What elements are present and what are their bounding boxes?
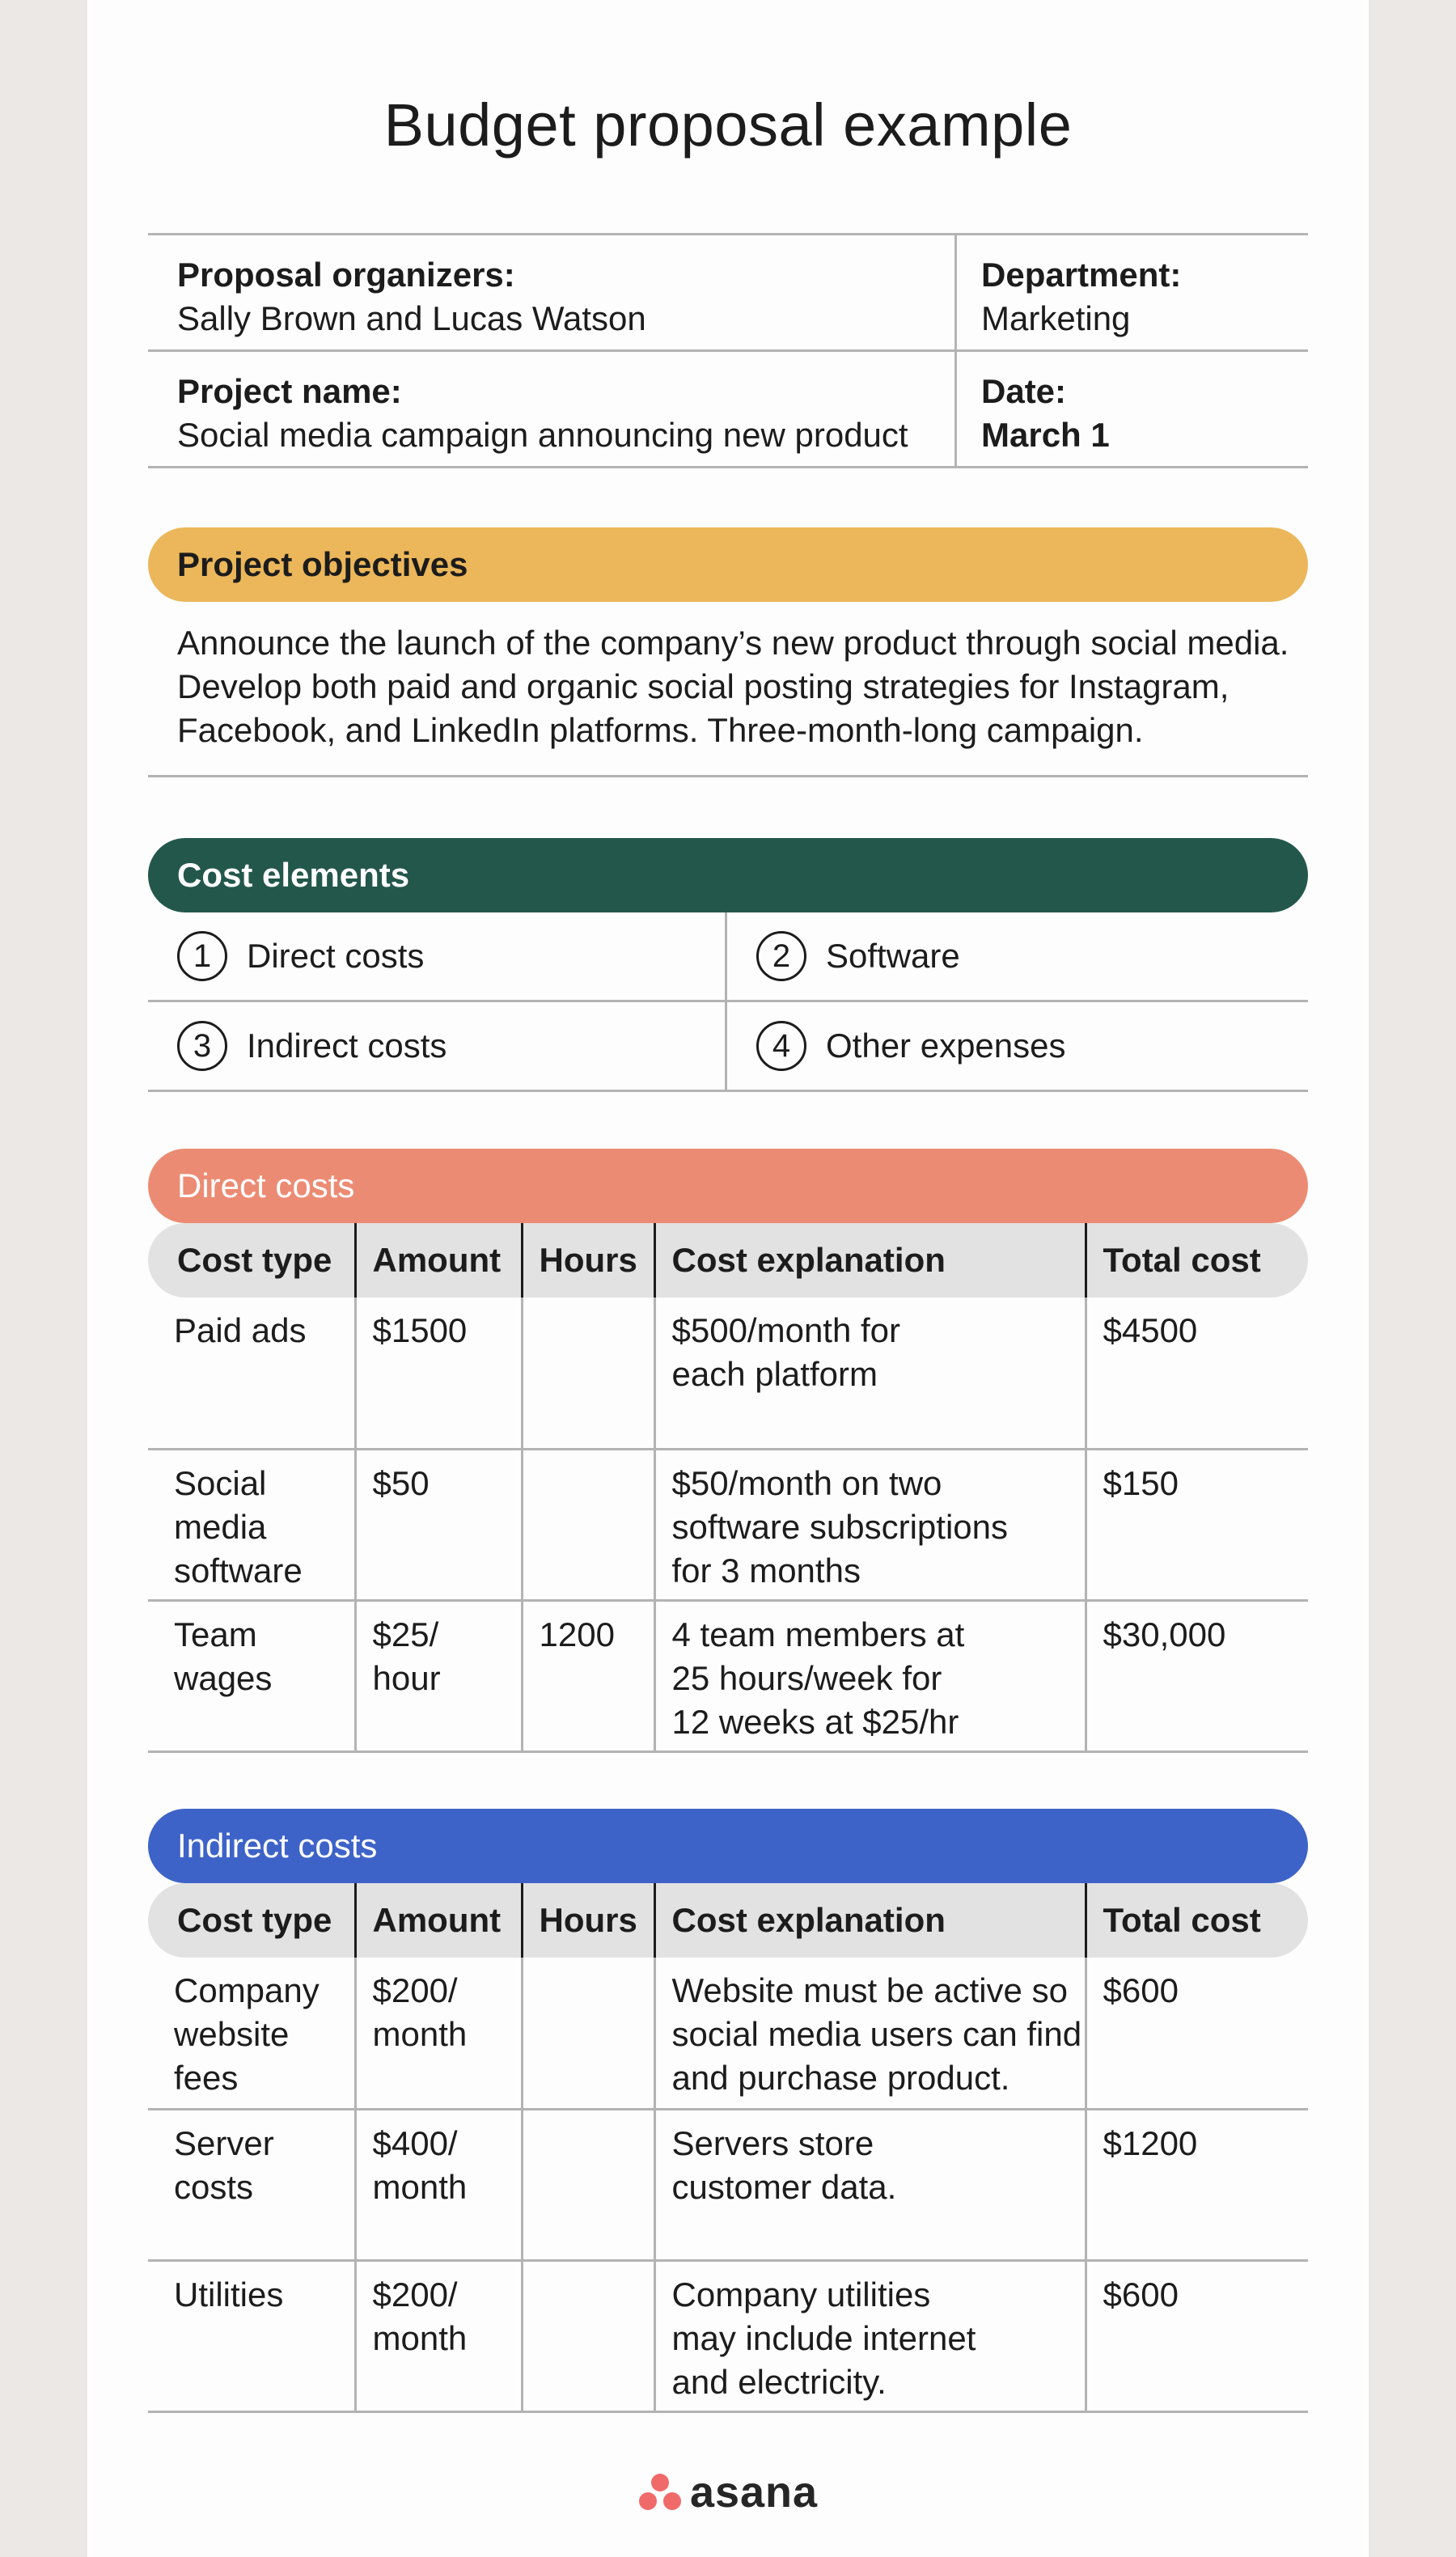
cell-cost-explanation [654, 1958, 1086, 2109]
cell-line: $50 [372, 1463, 430, 1502]
cell-line: customer data. [671, 2167, 897, 2206]
cell-cost-explanation [654, 2260, 1086, 2411]
column-header-cost-type: Cost type [148, 1883, 355, 1958]
cell-line: $200/ [372, 1971, 458, 2009]
cell-hours [522, 1958, 654, 2109]
objectives-line: Facebook, and LinkedIn platforms. Three-month-long campaign. [177, 711, 1144, 749]
proposal-info-table [148, 233, 1308, 468]
cell-line: may include internet [671, 2318, 976, 2357]
logo-text: asana [689, 2468, 819, 2517]
cell-hours [522, 2109, 654, 2260]
cell-cost-type [148, 2260, 355, 2411]
cost-elements-section [148, 838, 1308, 1092]
column-header-amount: Amount [355, 1223, 522, 1298]
department-cell [957, 235, 1308, 349]
cell-line: Servers store [671, 2123, 874, 2162]
table-row [148, 1600, 1308, 1751]
table-row [148, 2109, 1308, 2260]
table-body [148, 1298, 1308, 1751]
cell-line: for 3 months [671, 1551, 861, 1590]
objectives-line: Announce the launch of the company’s new product through social media. [177, 624, 1289, 662]
cell-line: $500/month for [671, 1311, 901, 1349]
number-circle-icon: 1 [177, 931, 227, 981]
project-objectives-section [148, 527, 1308, 777]
cell-line: media [174, 1507, 267, 1546]
cost-element-label: Direct costs [247, 937, 425, 975]
asana-dots-icon [638, 2472, 682, 2513]
cell-amount [355, 1298, 522, 1449]
project-value: Social media campaign announcing new product [177, 416, 908, 454]
info-row [148, 352, 1308, 468]
cost-element-label: Other expenses [826, 1027, 1066, 1065]
cell-cost-explanation [654, 1600, 1086, 1751]
cell-total-cost: $4500 [1086, 1298, 1308, 1449]
direct-costs-section [148, 1149, 1308, 1753]
table-row [148, 2260, 1308, 2411]
cell-amount [355, 1958, 522, 2109]
number-circle-icon: 4 [756, 1021, 806, 1071]
cost-element-label: Software [826, 937, 960, 975]
direct-costs-table [148, 1223, 1308, 1753]
column-header-cost-explanation: Cost explanation [654, 1223, 1086, 1298]
cell-cost-type [148, 1958, 355, 2109]
table-row [148, 1958, 1308, 2109]
department-label: Department: [981, 256, 1182, 294]
date-value: March 1 [981, 416, 1110, 454]
table-header-row [148, 1883, 1308, 1958]
cell-line: month [372, 2015, 468, 2053]
cell-amount [355, 1600, 522, 1751]
cell-total-cost: $30,000 [1086, 1600, 1308, 1751]
cell-line: Company utilities [671, 2275, 931, 2314]
cell-cost-explanation [654, 2109, 1086, 2260]
cell-line: fees [174, 2059, 239, 2097]
organizers-cell [148, 235, 957, 349]
cell-amount [355, 2109, 522, 2260]
cell-line: hour [372, 1658, 441, 1697]
organizers-value: Sally Brown and Lucas Watson [177, 299, 646, 337]
cell-line: month [372, 2318, 468, 2357]
cell-line: and electricity. [671, 2362, 887, 2401]
info-row [148, 235, 1308, 352]
cell-line: and purchase product. [671, 2059, 1010, 2097]
table-row [148, 1298, 1308, 1449]
cost-element-label: Indirect costs [247, 1027, 447, 1065]
cell-line: $50/month on two [671, 1463, 942, 1502]
cell-line: software subscriptions [671, 1507, 1009, 1546]
objectives-text [148, 602, 1308, 777]
column-header-cost-type: Cost type [148, 1223, 355, 1298]
project-label: Project name: [177, 372, 402, 410]
cell-line: costs [174, 2167, 254, 2206]
cell-line: month [372, 2167, 468, 2206]
cell-cost-explanation [654, 1298, 1086, 1449]
cell-line: 25 hours/week for [671, 1658, 942, 1697]
cost-element-item [727, 1002, 1308, 1092]
organizers-label: Proposal organizers: [177, 256, 515, 294]
cell-total-cost: $600 [1086, 2260, 1308, 2411]
table-body [148, 1958, 1308, 2411]
cell-line: Paid ads [174, 1311, 307, 1349]
cell-amount [355, 2260, 522, 2411]
cost-element-item [727, 912, 1308, 1002]
cell-hours: 1200 [522, 1600, 654, 1751]
cell-line: $200/ [372, 2275, 458, 2314]
cell-cost-type [148, 2109, 355, 2260]
cell-line: software [174, 1551, 303, 1590]
number-circle-icon: 2 [756, 931, 806, 981]
column-header-amount: Amount [355, 1883, 522, 1958]
cell-line: website [174, 2015, 290, 2053]
objectives-line: Develop both paid and organic social posting strategies for Instagram, [177, 667, 1230, 705]
indirect-costs-heading: Indirect costs [148, 1809, 1308, 1883]
cell-cost-type [148, 1298, 355, 1449]
cell-cost-explanation [654, 1449, 1086, 1600]
cell-line: Utilities [174, 2275, 284, 2314]
cell-line: 4 team members at [671, 1615, 965, 1653]
number-circle-icon: 3 [177, 1021, 227, 1071]
date-cell [957, 352, 1308, 466]
column-header-hours: Hours [522, 1223, 654, 1298]
indirect-costs-section [148, 1809, 1308, 2413]
cell-line: Company [174, 1971, 320, 2009]
cell-line: each platform [671, 1355, 878, 1393]
column-header-hours: Hours [522, 1883, 654, 1958]
cell-total-cost: $600 [1086, 1958, 1308, 2109]
cell-line: Website must be active so [671, 1971, 1068, 2009]
cell-line: Social [174, 1463, 267, 1502]
column-header-cost-explanation: Cost explanation [654, 1883, 1086, 1958]
cell-hours [522, 1449, 654, 1600]
cell-line: $400/ [372, 2123, 458, 2162]
cost-elements-grid [148, 912, 1308, 1092]
cell-cost-type [148, 1600, 355, 1751]
project-cell [148, 352, 957, 466]
cost-element-item [148, 912, 727, 1002]
cell-cost-type [148, 1449, 355, 1600]
cell-hours [522, 2260, 654, 2411]
column-header-total-cost: Total cost [1086, 1223, 1308, 1298]
cell-line: wages [174, 1658, 273, 1697]
cost-element-item [148, 1002, 727, 1092]
cell-amount [355, 1449, 522, 1600]
cell-line: 12 weeks at $25/hr [671, 1702, 959, 1741]
cell-hours [522, 1298, 654, 1449]
document-page [87, 0, 1369, 2557]
cell-line: Server [174, 2123, 274, 2162]
page-title: Budget proposal example [383, 91, 1073, 159]
indirect-costs-table [148, 1883, 1308, 2413]
cell-line: $25/ [372, 1615, 439, 1653]
asana-logo [87, 2467, 1369, 2517]
cell-total-cost: $1200 [1086, 2109, 1308, 2260]
direct-costs-heading: Direct costs [148, 1149, 1308, 1223]
cell-line: social media users can find [671, 2015, 1082, 2053]
objectives-heading: Project objectives [148, 527, 1308, 602]
cost-elements-heading: Cost elements [148, 838, 1308, 912]
department-value: Marketing [981, 299, 1131, 337]
date-label: Date: [981, 372, 1067, 410]
table-row [148, 1449, 1308, 1600]
cell-total-cost: $150 [1086, 1449, 1308, 1600]
cell-line: $1500 [372, 1311, 468, 1349]
column-header-total-cost: Total cost [1086, 1883, 1308, 1958]
cell-line: Team [174, 1615, 257, 1653]
table-header-row [148, 1223, 1308, 1298]
